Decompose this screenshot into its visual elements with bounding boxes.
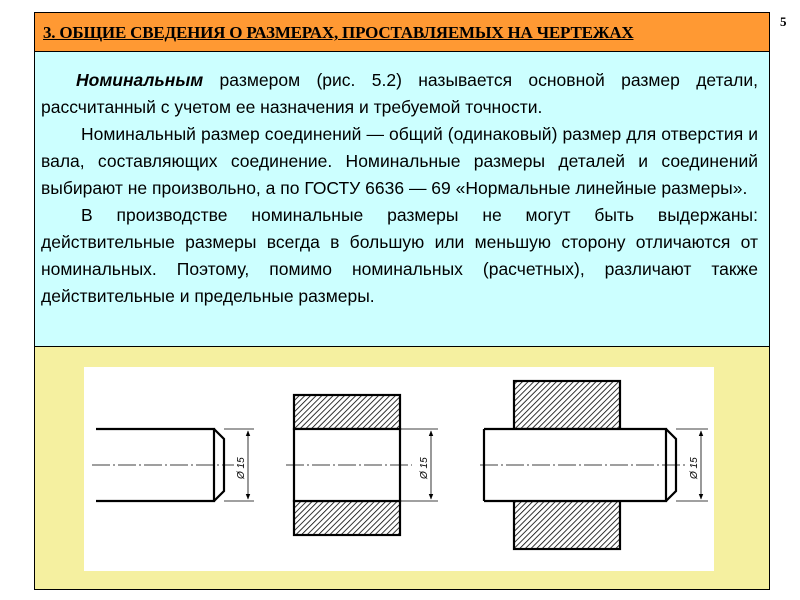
joint-diameter-label: Ø 15 xyxy=(689,457,700,479)
paragraph-joint-size: Номинальный размер соединений — общий (одинаковый) размер для отверстия и вала, составляющих соединение. Номинальные размеры деталей и соединений выбирают не произвольно, а по ГОСТУ 6636 — 69 «Нормальные линейные размеры». xyxy=(41,124,758,198)
shaft-drawing xyxy=(92,429,254,501)
definition-text: размером (рис. 5.2) называется основной размер детали, рассчитанный с учетом ее назначения и требуемой точности. xyxy=(41,70,758,117)
drawing xyxy=(84,367,714,571)
shaft-diameter-label: Ø 15 xyxy=(236,457,247,479)
text-body xyxy=(41,67,758,310)
hole-drawing xyxy=(286,395,438,535)
text-panel xyxy=(35,52,769,347)
figure-5-2 xyxy=(84,367,714,571)
slide xyxy=(34,12,770,590)
page-number: 5 xyxy=(780,14,787,29)
hole-diameter-label: Ø 15 xyxy=(419,457,430,479)
paragraph-production: В производстве номинальные размеры не могут быть выдержаны: действительные размеры всегда в большую или меньшую сторону отличаются от номинальных. Поэтому, помимо номинальных (расчетных), различают также действительные и предельные размеры. xyxy=(41,205,758,306)
defined-term: Номинальным xyxy=(76,70,204,90)
paragraph-definition xyxy=(41,67,758,121)
figure-panel xyxy=(35,347,769,589)
joint-drawing xyxy=(480,381,708,549)
title-bar xyxy=(35,13,769,52)
slide-title: 3. ОБЩИЕ СВЕДЕНИЯ О РАЗМЕРАХ, ПРОСТАВЛЯЕМЫХ НА ЧЕРТЕЖАХ xyxy=(43,23,634,42)
